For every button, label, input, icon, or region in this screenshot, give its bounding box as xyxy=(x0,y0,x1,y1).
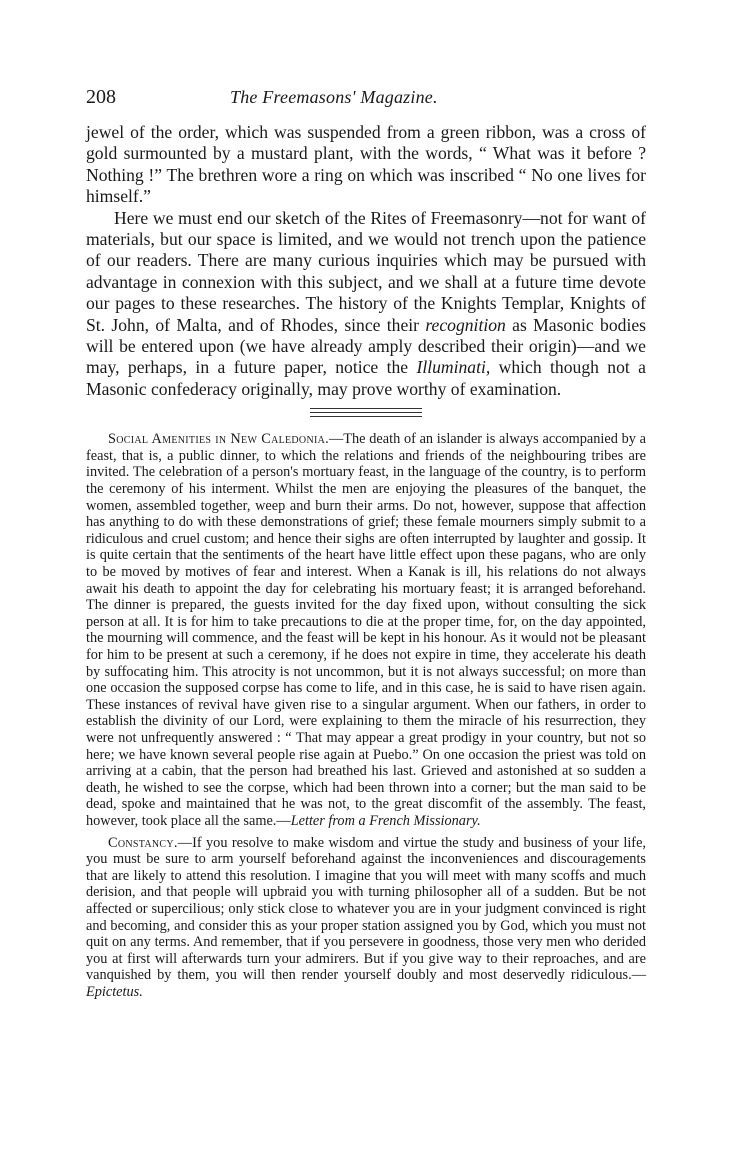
magazine-page xyxy=(86,86,646,1005)
conclusion-text-c: as Masonic bodies will be entered upon (we have already amply described their origin)—and we may, perhaps, in a future paper, notice the xyxy=(86,314,646,378)
article-body: —If you resolve to make wisdom and virtue the study and business of your life, you must be sure to arm yourself beforehand against the inconveniences and discouragements that are likely to attend this resolution. I imagine that you will meet with many scoffs and much derision, and that people will upbraid you with turning philosopher all of a sudden. But be not affected or supercilious; only stick close to whatever you are in your judgment convinced is right and becoming, and consider this as your proper station assigned you by God, which you must not quit on any terms. And remember, that if you persevere in goodness, those very men who derided you at first will afterwards turn your admirers. But if you give way to their reproaches, and are vanquished by them, you will then render yourself doubly and most deservedly ridiculous.— xyxy=(86,834,646,984)
conclusion-italic-illuminati: Illuminati, xyxy=(416,357,491,378)
paragraph-conclusion xyxy=(86,208,646,401)
section-divider xyxy=(310,408,422,417)
article-new-caledonia xyxy=(86,431,646,829)
article-heading: Constancy. xyxy=(108,834,178,851)
page-number: 208 xyxy=(86,86,116,108)
conclusion-text-a: Here we must end our sketch of the Rites of Freemasonry—not for want of materials, but our space is limited, and we would not trench upon the patience of our readers. There are many curious inquiries which may be pursued with advantage in connexion with this subject, and we shall at a future time devote our pages to these researches. The history of the Knights Templar, Knights of St. John, of Malta, and of Rhodes, since their xyxy=(86,207,646,335)
conclusion-italic-recognition: recognition xyxy=(425,314,506,335)
article-source: Epictetus. xyxy=(86,983,143,1000)
divider-line xyxy=(310,412,422,413)
divider-line xyxy=(310,416,422,417)
article-constancy xyxy=(86,835,646,1001)
paragraph-jewel: jewel of the order, which was suspended from a green ribbon, was a cross of gold surmounted by a mustard plant, with the words, “ What was it before ? Nothing !” The brethren wore a ring on which was inscribed “ No one lives for himself.” xyxy=(86,122,646,207)
page-header xyxy=(86,86,646,114)
article-heading: Social Amenities in New Caledonia. xyxy=(108,431,329,448)
divider-line xyxy=(310,408,422,409)
running-title: The Freemasons' Magazine. xyxy=(230,87,438,107)
article-body: —The death of an islander is always accompanied by a feast, that is, a public dinner, to which the relations and friends of the neighbouring tribes are invited. The celebration of a person's mortuary feast, in the language of the country, is to perform the ceremony of his interment. Whilst the men are enjoying the pleasures of the banquet, the women, assembled together, weep and burn their arms. Do not, however, suppose that affection has anything to do with these demonstrations of grief; these female mourners simply submit to a ridiculous and cruel custom; and hence their sighs are often interrupted by laughter and gossip. It is quite certain that the sentiments of the heart have little effect upon these pagans, who are only to be moved by motives of fear and interest. When a Kanak is ill, his relations do not always await his death to appoint the day for celebrating his mortuary feast; it is arranged beforehand. The dinner is prepared, the guests invited for the day fixed upon, without consulting the sick person at all. It is for him to take precautions to die at the proper time, for, on the day appointed, the mourning will commence, and the feast will be kept in his honour. As it would not be pleasant for him to be present at such a ceremony, if he does not expire in time, they accelerate his death by suffocating him. This atrocity is not uncommon, but it is not always successful; on more than one occasion the supposed corpse has come to life, and in this case, he is said to have risen again. These instances of revival have given rise to a singular argument. When our fathers, in order to establish the divinity of our Lord, were explaining to them the miracle of his resurrection, they were not unfrequently answered : “ That may appear a great prodigy in your country, but not so here; we have known several people rise again at Puebo.” On one occasion the priest was told on arriving at a cabin, that the person had breathed his last. Grieved and astonished at so sudden a death, he wished to see the corpse, which had been thrown into a corner; but the man said to be dead, spoke and maintained that he was not, to the great discomfit of the assembly. The feast, however, took place all the same.— xyxy=(86,431,646,829)
conclusion-text-e: which though not a Masonic confederacy originally, may prove worthy of examination. xyxy=(86,357,646,399)
main-article xyxy=(86,122,646,400)
short-articles xyxy=(86,431,646,1000)
article-source: Letter from a French Missionary. xyxy=(290,812,481,829)
